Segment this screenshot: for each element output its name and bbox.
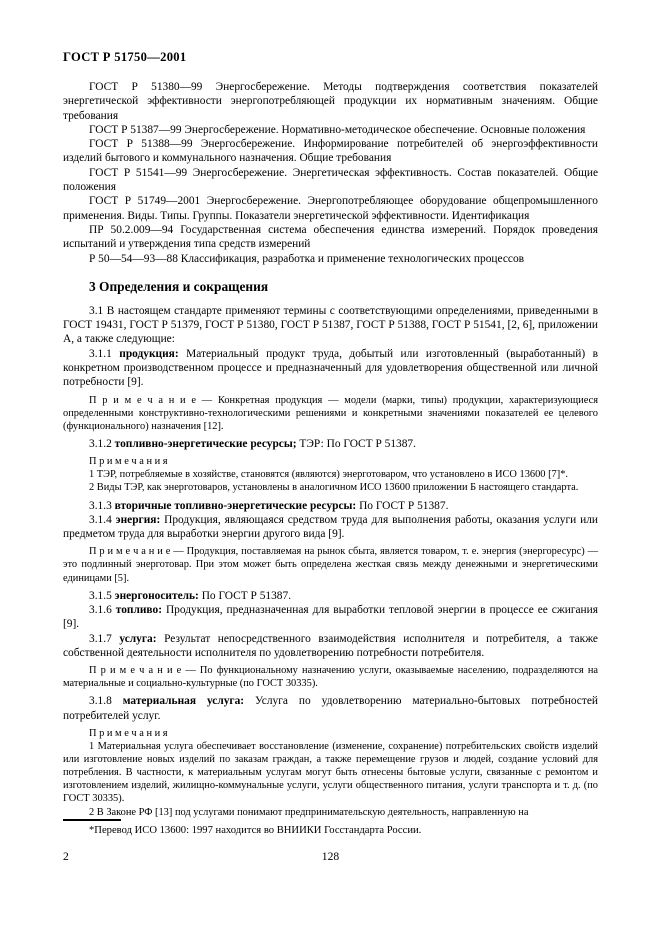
text-run: ГОСТ Р 51749—2001 Энергосбережение. Энергопотребляющее оборудование общепромышленного применения. Виды. Типы. Группы. Показатели энергетической эффективности. Идентификация <box>63 195 598 222</box>
page-number-left: 2 <box>63 849 69 863</box>
text-run: 3.1.4 <box>89 513 116 526</box>
term-bold: энергоноситель: <box>114 589 199 602</box>
text-run: По ГОСТ Р 51387. <box>356 499 449 512</box>
note-3-1-8-item-1 <box>63 740 598 805</box>
term-bold: услуга: <box>119 632 157 645</box>
definition-3-1-7 <box>63 632 598 661</box>
text-run: 3.1.1 <box>89 347 120 360</box>
footnote-text: *Перевод ИСО 13600: 1997 находится во ВНИИКИ Госстандарта России. <box>89 824 422 836</box>
reference-gost-r-51388 <box>63 137 598 166</box>
text-run: ГОСТ Р 51380—99 Энергосбережение. Методы подтверждения соответствия показателей энергетической эффективности энергопотребляющей продукции их нормативным значениям. Общие требования <box>63 81 598 122</box>
notes-title-3-1-8 <box>63 727 598 740</box>
definition-3-1-8 <box>63 694 598 723</box>
text-run: 3.1.7 <box>89 632 120 645</box>
definition-3-1-4 <box>63 513 598 542</box>
text-run: ГОСТ Р 51387—99 Энергосбережение. Нормативно-методическое обеспечение. Основные положения <box>89 123 586 136</box>
reference-gost-r-51387 <box>63 123 598 137</box>
standard-number: ГОСТ Р 51750—2001 <box>63 50 187 64</box>
text-run: Результат непосредственного взаимодействия исполнителя и потребителя, а также собственной деятельности исполнителя по удовлетворению потребности потребителя. <box>63 632 598 659</box>
term-bold: топливно-энергетические ресурсы; <box>114 437 297 450</box>
reference-r-50-54-93 <box>63 252 598 266</box>
text-run: 1 ТЭР, потребляемые в хозяйстве, становятся (являются) энерготоваром, что установлено в ИСО 13600 [7]*. <box>89 469 568 481</box>
text-run: П р и м е ч а н и я <box>89 727 168 739</box>
section-heading-3 <box>63 279 598 295</box>
text-run: 3.1.8 <box>89 695 123 708</box>
text-run: ГОСТ Р 51541—99 Энергосбережение. Энергетическая эффективность. Состав показателей. Общие положения <box>63 166 598 194</box>
text-run: 3.1.5 <box>89 589 115 602</box>
definition-3-1-2 <box>63 437 598 451</box>
text-run: П р и м е ч а н и е — Продукция, поставляемая на рынок сбыта, является товаром, т. е. энергия (энергоресурс) — это подлинный энерготовар. При этом может быть определена жесткая связь между денежными и энергетическими единицами [5]. <box>63 546 598 584</box>
text-run: П р и м е ч а н и я <box>89 456 168 468</box>
text-run: Материальный продукт труда, добытый или изготовленный (выработанный) в конкретном производственном процессе и предназначенный для удовлетворения общественной или личной потребности [9]. <box>63 347 598 389</box>
text-run: П р и м е ч а н и е — По функциональному назначению услуги, оказываемые населению, подразделяются на материальные и социально-культурные (по ГОСТ 30335). <box>63 665 598 690</box>
reference-gost-r-51380 <box>63 80 598 123</box>
reference-pr-50-2-009 <box>63 223 598 252</box>
text-run: 3 Определения и сокращения <box>89 278 269 294</box>
term-bold: вторичные топливно-энергетические ресурсы: <box>114 499 357 512</box>
text-run: ГОСТ Р 51388—99 Энергосбережение. Информирование потребителей об энергоэффективности изделий бытового и коммунального назначения. Общие требования <box>63 138 598 165</box>
text-run: 3.1.6 <box>89 603 116 616</box>
term-bold: топливо: <box>115 603 162 616</box>
term-bold: материальная услуга: <box>122 695 245 708</box>
reference-gost-r-51541 <box>63 166 598 195</box>
text-run: 3.1 В настоящем стандарте применяют термины с соответствующими определениями, приведенными в ГОСТ 19431, ГОСТ Р 51379, ГОСТ Р 51380, ГОСТ Р 51387, ГОСТ Р 51388, ГОСТ Р 51541, [2, 6], приложении А, а также следующие: <box>63 304 598 346</box>
term-bold: энергия: <box>115 513 161 526</box>
term-bold: продукция: <box>119 347 179 360</box>
definition-3-1-6 <box>63 603 598 632</box>
text-run: П р и м е ч а н и е — Конкретная продукция — модели (марки, типы) продукции, характеризующиеся определенными конструктивно-технологическими решениями и конкретными значениями показателей ее целевого (функционального) назначения [12]. <box>63 394 598 432</box>
text-run: 1 Материальная услуга обеспечивает восстановление (изменение, сохранение) потребительских свойств изделий или изготовление новых изделий по заказам граждан, а также перемещение грузов и людей, создание условий для потребления. В частности, к материальным услугам могут быть отнесены бытовые услуги, связанные с ремонтом и изготовлением изделий, жилищно-коммунальные услуги, услуги общественного питания, услуги транспорта и т. д. (по ГОСТ 30335). <box>63 741 598 805</box>
text-run: 3.1.2 <box>89 437 115 450</box>
text-run: 2 В Законе РФ [13] под услугами понимают предпринимательскую деятельность, направленную на <box>89 806 529 818</box>
notes-title-3-1-2 <box>63 455 598 468</box>
document-header <box>63 50 598 65</box>
definition-3-1-1 <box>63 347 598 390</box>
text-run: ТЭР: По ГОСТ Р 51387. <box>296 437 416 450</box>
text-run: Продукция, являющаяся средством труда для выполнения работы, оказания услуги или предметом труда для выработки энергии другого вида [9]. <box>63 513 598 541</box>
text-run: ПР 50.2.009—94 Государственная система обеспечения единства измерений. Порядок проведения испытаний и утверждения типа средств измерений <box>63 223 598 251</box>
note-3-1-2-item-1 <box>63 468 598 481</box>
note-3-1-4 <box>63 545 598 584</box>
text-run: Продукция, предназначенная для выработки тепловой энергии в процессе ее сжигания [9]. <box>63 603 598 631</box>
document-body <box>63 80 598 819</box>
note-3-1-8-item-2 <box>63 806 598 819</box>
clause-3-1 <box>63 304 598 347</box>
page-number-center: 128 <box>321 849 340 863</box>
text-run: 2 Виды ТЭР, как энерготоваров, установлены в аналогичном ИСО 13600 приложении Б настоящего стандарта. <box>89 482 579 494</box>
definition-3-1-3 <box>63 499 598 513</box>
footnote-rule <box>63 819 121 821</box>
definition-3-1-5 <box>63 589 598 603</box>
note-3-1-2-item-2 <box>63 481 598 494</box>
text-run: По ГОСТ Р 51387. <box>198 589 292 602</box>
page-bottom <box>63 819 598 865</box>
text-run: Р 50—54—93—88 Классификация, разработка и применение технологических процессов <box>89 252 525 265</box>
text-run: Услуга по удовлетворению материально-бытовых потребностей потребителей услуг. <box>63 695 598 722</box>
text-run: 3.1.3 <box>89 499 115 512</box>
note-3-1-1 <box>63 394 598 433</box>
note-3-1-7 <box>63 664 598 690</box>
page-footer <box>63 850 598 865</box>
reference-gost-r-51749 <box>63 194 598 223</box>
